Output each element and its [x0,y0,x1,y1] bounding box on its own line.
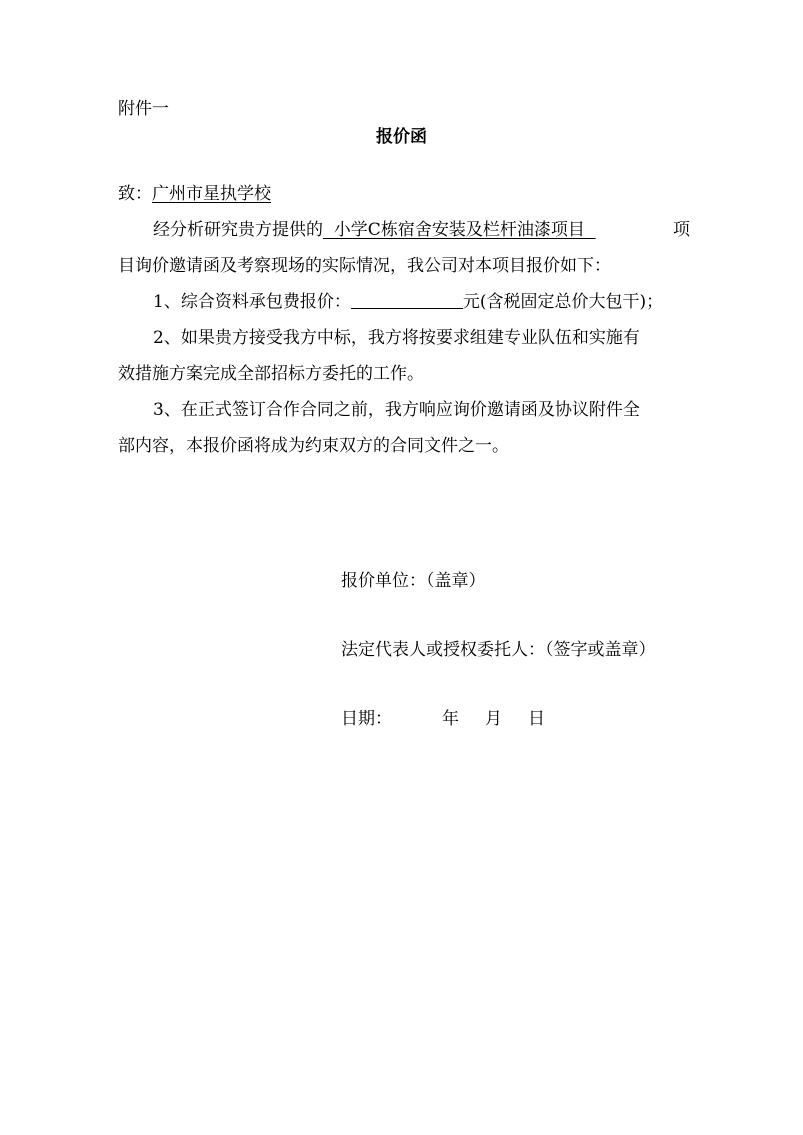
attachment-label: 附件一 [118,99,169,119]
document-body [118,182,690,470]
recipient-line [118,182,690,206]
item2-line1: 2、如果贵方接受我方中标，我方将按要求组建专业队伍和实施有 [153,328,640,348]
paragraph1-suffix: 项 [673,220,690,240]
date-label: 日期： [341,709,392,729]
date-year-label: 年 [442,709,459,729]
project-name: 小学C栋宿舍安装及栏杆油漆项目 [323,220,596,240]
date-day-label: 日 [528,709,545,729]
paragraph1-line1 [118,218,690,242]
item1-suffix: 元(含税固定总价大包干)； [462,292,664,312]
recipient-prefix: 致： [118,184,152,204]
document-title: 报价函 [376,127,427,147]
recipient-name: 广州市星执学校 [152,184,271,204]
item3-line1: 3、在正式签订合作合同之前，我方响应询价邀请函及协议附件全 [153,400,640,420]
item2-line2: 效措施方案完成全部招标方委托的工作。 [118,364,424,384]
quoting-unit-line: 报价单位：（盖章） [341,571,486,591]
price-blank-field [351,290,463,309]
representative-line: 法定代表人或授权委托人：（签字或盖章） [341,640,656,660]
item3-line2: 部内容，本报价函将成为约束双方的合同文件之一。 [118,436,509,456]
date-line [341,707,656,731]
item1-line [118,290,690,314]
paragraph1-line2: 目询价邀请函及考察现场的实际情况，我公司对本项目报价如下： [118,256,611,276]
date-month-label: 月 [485,709,502,729]
paragraph1-prefix: 经分析研究贵方提供的 [153,220,323,240]
item1-prefix: 1、综合资料承包费报价： [153,292,351,312]
signature-block [341,569,656,731]
